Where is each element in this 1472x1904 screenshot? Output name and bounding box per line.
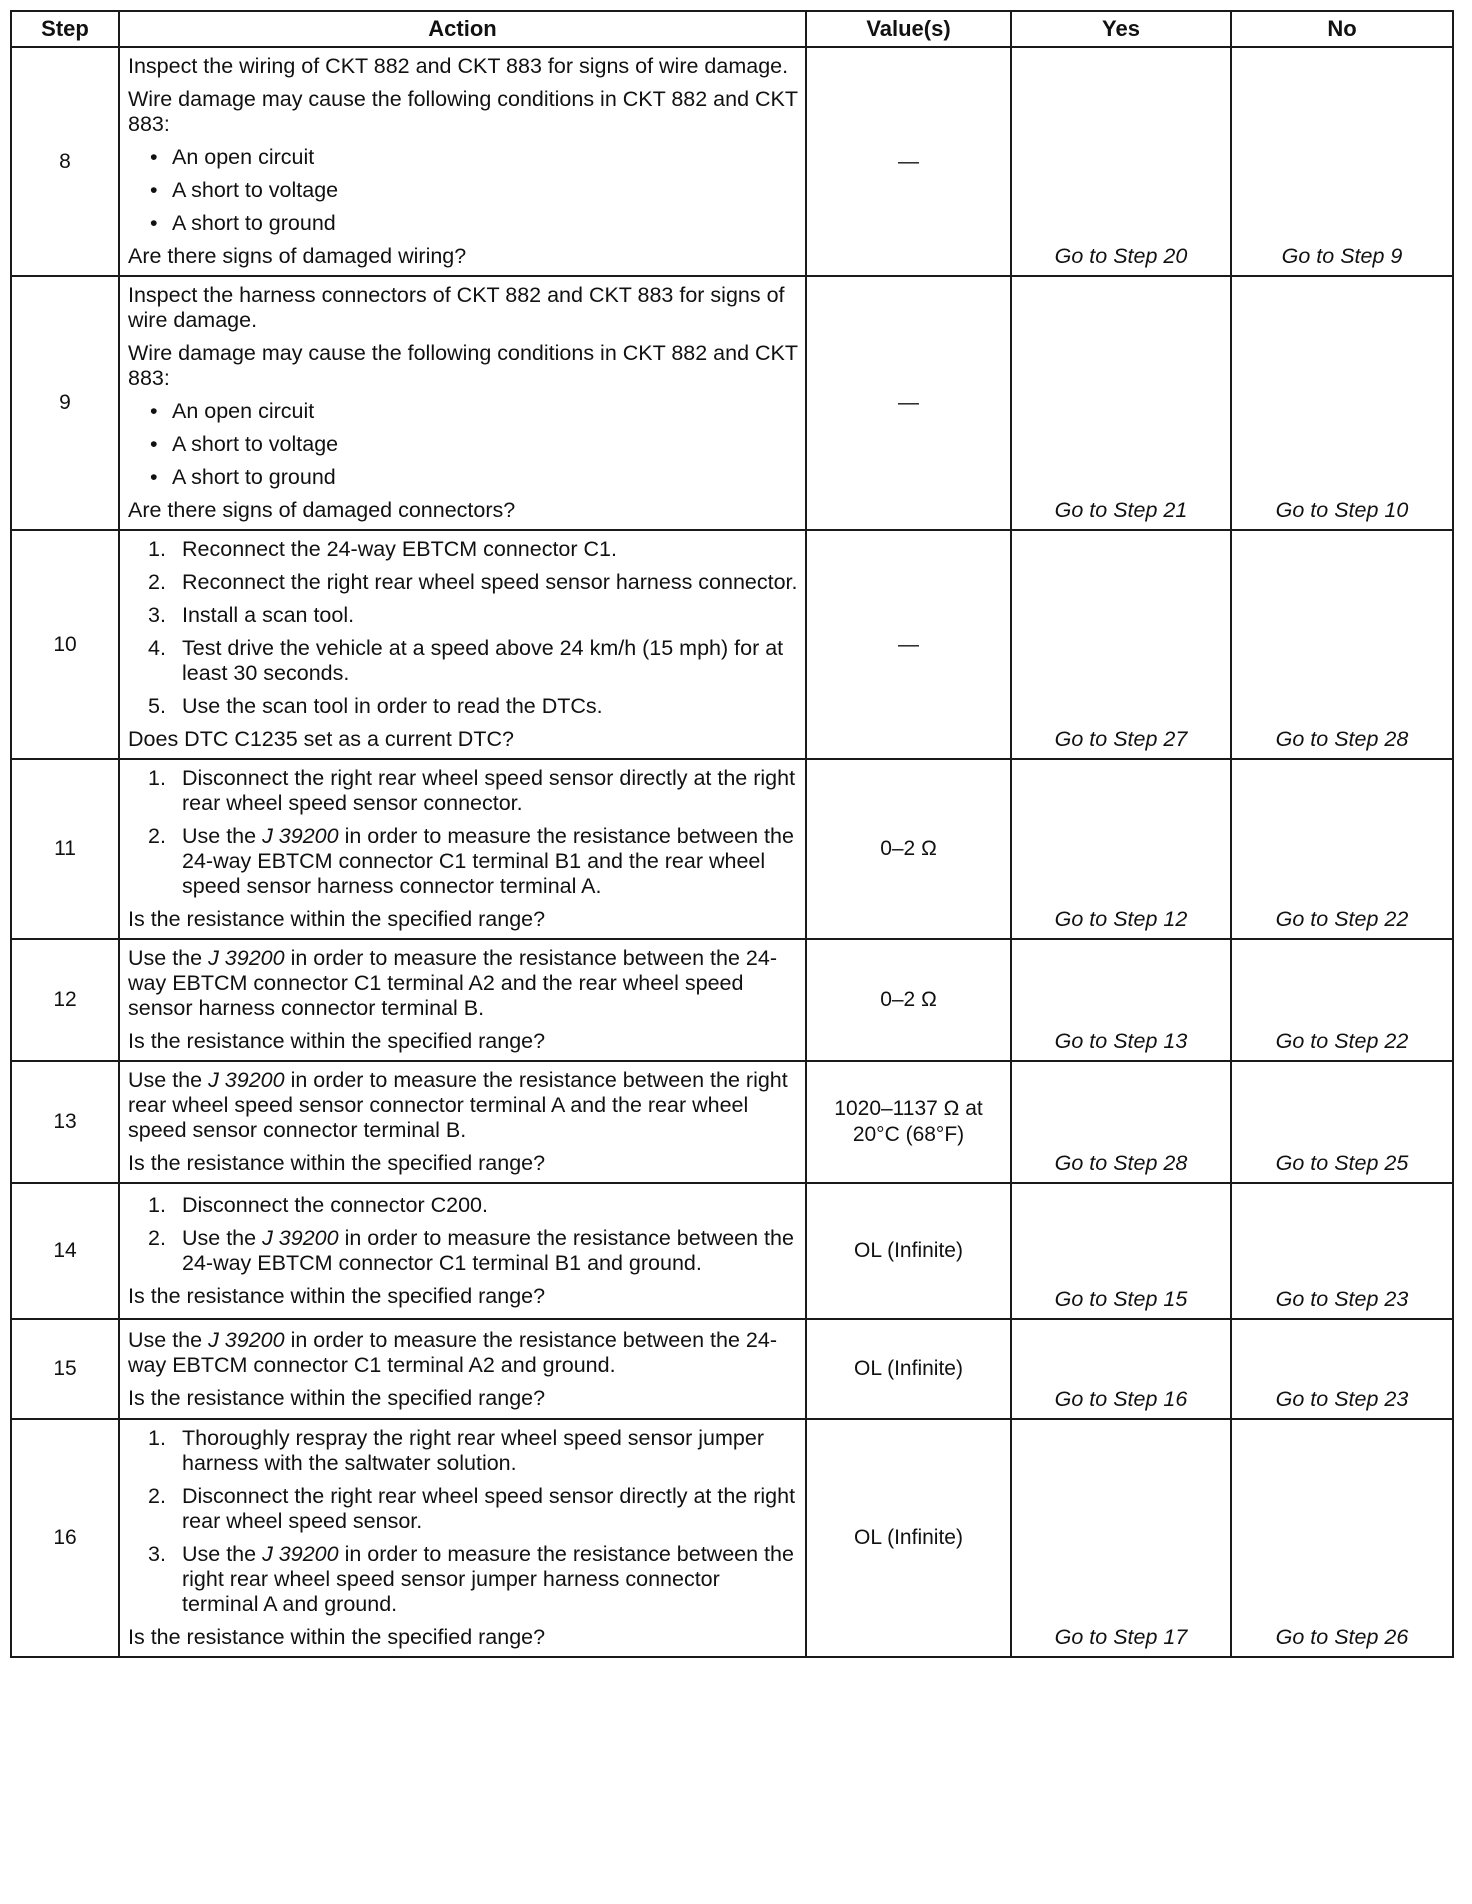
action-question: Are there signs of damaged wiring? <box>128 244 467 268</box>
procedure-step-number: 2. <box>148 570 166 594</box>
action-cell <box>119 276 806 530</box>
procedure-step-number: 5. <box>148 694 166 718</box>
procedure-step-text <box>182 766 799 816</box>
procedure-step-text <box>182 636 799 686</box>
procedure-list <box>128 766 799 899</box>
action-question: Are there signs of damaged connectors? <box>128 498 516 522</box>
tool-name: J 39200 <box>208 1327 285 1352</box>
procedure-step-number: 2. <box>148 1226 166 1250</box>
text-run: Use the <box>128 1068 209 1092</box>
no-result: Go to Step 28 <box>1231 530 1453 759</box>
procedure-step-text <box>182 537 799 562</box>
action-question: Does DTC C1235 set as a current DTC? <box>128 727 514 751</box>
text-run: in order to measure the resistance between the right rear wheel speed sensor connector terminal A and the rear wheel speed sensor connector terminal B. <box>128 1068 788 1142</box>
procedure-list <box>128 1426 799 1617</box>
text-run: Reconnect the 24-way EBTCM connector C1. <box>182 537 617 561</box>
table-row <box>11 1183 1453 1319</box>
header-action: Action <box>119 11 806 47</box>
action-question: Is the resistance within the specified range? <box>128 1385 546 1410</box>
condition-item: • A short to voltage <box>150 178 799 203</box>
table-row <box>11 759 1453 939</box>
value-cell: — <box>806 47 1011 276</box>
text-run: Use the <box>182 1226 263 1250</box>
text-run: Disconnect the connector C200. <box>182 1193 488 1217</box>
yes-result: Go to Step 16 <box>1011 1319 1231 1419</box>
procedure-step <box>148 1226 799 1276</box>
text-run: in order to measure the resistance between the right rear wheel speed sensor jumper harness connector terminal A and ground. <box>182 1542 794 1616</box>
action-cell <box>119 47 806 276</box>
procedure-step-text <box>182 1193 799 1218</box>
procedure-step <box>148 1542 799 1617</box>
no-result: Go to Step 9 <box>1231 47 1453 276</box>
action-paragraph: Wire damage may cause the following conditions in CKT 882 and CKT 883: <box>128 87 798 136</box>
action-paragraph <box>128 1068 799 1143</box>
action-paragraph: Inspect the harness connectors of CKT 882 and CKT 883 for signs of wire damage. <box>128 283 785 332</box>
action-paragraph <box>128 1328 799 1378</box>
action-cell <box>119 1319 806 1419</box>
procedure-step-text <box>182 1226 799 1276</box>
step-number: 9 <box>11 276 119 530</box>
value-cell: OL (Infinite) <box>806 1419 1011 1657</box>
tool-name: J 39200 <box>208 1068 285 1092</box>
procedure-step-number: 3. <box>148 603 166 627</box>
text-run: Use the <box>128 1327 209 1352</box>
header-step: Step <box>11 11 119 47</box>
procedure-list <box>128 537 799 719</box>
text-run: Reconnect the right rear wheel speed sensor harness connector. <box>182 570 798 594</box>
table-row <box>11 1319 1453 1419</box>
procedure-step <box>148 570 799 595</box>
value-cell: 1020–1137 Ω at 20°C (68°F) <box>806 1061 1011 1183</box>
diagnostic-table <box>10 10 1454 1658</box>
procedure-step <box>148 537 799 562</box>
action-cell <box>119 939 806 1061</box>
procedure-step-number: 1. <box>148 537 166 561</box>
tool-name: J 39200 <box>262 1542 339 1566</box>
header-no: No <box>1231 11 1453 47</box>
action-cell <box>119 530 806 759</box>
table-row <box>11 530 1453 759</box>
no-result: Go to Step 25 <box>1231 1061 1453 1183</box>
step-number: 8 <box>11 47 119 276</box>
step-number: 13 <box>11 1061 119 1183</box>
action-cell <box>119 759 806 939</box>
yes-result: Go to Step 13 <box>1011 939 1231 1061</box>
procedure-step-number: 1. <box>148 766 166 790</box>
action-cell <box>119 1061 806 1183</box>
action-paragraph: Wire damage may cause the following conditions in CKT 882 and CKT 883: <box>128 341 798 390</box>
condition-item: • A short to voltage <box>150 432 799 457</box>
text-run: Use the <box>128 946 209 970</box>
condition-item: • A short to ground <box>150 211 799 236</box>
table-row <box>11 939 1453 1061</box>
no-result: Go to Step 22 <box>1231 939 1453 1061</box>
value-cell: — <box>806 530 1011 759</box>
action-paragraph <box>128 946 799 1021</box>
table-row <box>11 47 1453 276</box>
procedure-step-text <box>182 1426 799 1476</box>
procedure-step-text <box>182 1542 799 1617</box>
text-run: Test drive the vehicle at a speed above 24 km/h (15 mph) for at least 30 seconds. <box>182 636 784 685</box>
text-run: Use the <box>182 1542 263 1566</box>
condition-item: • A short to ground <box>150 465 799 490</box>
procedure-step <box>148 766 799 816</box>
step-number: 16 <box>11 1419 119 1657</box>
table-row <box>11 1061 1453 1183</box>
procedure-step <box>148 1426 799 1476</box>
procedure-step-text <box>182 694 799 719</box>
table-row <box>11 1419 1453 1657</box>
text-run: in order to measure the resistance between the 24-way EBTCM connector C1 terminal A2 and the rear wheel speed sensor harness connector terminal B. <box>128 946 777 1020</box>
action-question: Is the resistance within the specified range? <box>128 1151 546 1175</box>
tool-name: J 39200 <box>262 824 339 848</box>
no-result: Go to Step 10 <box>1231 276 1453 530</box>
no-result: Go to Step 22 <box>1231 759 1453 939</box>
condition-list <box>128 145 799 236</box>
yes-result: Go to Step 27 <box>1011 530 1231 759</box>
text-run: in order to measure the resistance between the 24-way EBTCM connector C1 terminal A2 and ground. <box>128 1327 777 1377</box>
yes-result: Go to Step 28 <box>1011 1061 1231 1183</box>
yes-result: Go to Step 20 <box>1011 47 1231 276</box>
condition-item: • An open circuit <box>150 399 799 424</box>
step-number: 14 <box>11 1183 119 1319</box>
value-cell: OL (Infinite) <box>806 1183 1011 1319</box>
value-cell: 0–2 Ω <box>806 939 1011 1061</box>
procedure-step-number: 3. <box>148 1542 166 1566</box>
action-question: Is the resistance within the specified range? <box>128 1284 546 1308</box>
step-number: 11 <box>11 759 119 939</box>
value-cell: — <box>806 276 1011 530</box>
procedure-step-number: 2. <box>148 1484 166 1508</box>
tool-name: J 39200 <box>208 946 285 970</box>
procedure-step-text <box>182 1484 799 1534</box>
text-run: Install a scan tool. <box>182 603 355 627</box>
procedure-step-number: 4. <box>148 636 166 660</box>
text-run: Disconnect the right rear wheel speed sensor directly at the right rear wheel speed sensor connector. <box>182 766 796 815</box>
procedure-step <box>148 603 799 628</box>
no-result: Go to Step 26 <box>1231 1419 1453 1657</box>
yes-result: Go to Step 12 <box>1011 759 1231 939</box>
step-number: 15 <box>11 1319 119 1419</box>
no-result: Go to Step 23 <box>1231 1183 1453 1319</box>
no-result: Go to Step 23 <box>1231 1319 1453 1419</box>
table-row <box>11 276 1453 530</box>
text-run: Disconnect the right rear wheel speed sensor directly at the right rear wheel speed sensor. <box>182 1484 796 1533</box>
procedure-step <box>148 1193 799 1218</box>
action-question: Is the resistance within the specified range? <box>128 1029 546 1053</box>
header-row <box>11 11 1453 47</box>
procedure-step <box>148 694 799 719</box>
step-number: 10 <box>11 530 119 759</box>
procedure-step-number: 1. <box>148 1426 166 1450</box>
action-cell <box>119 1419 806 1657</box>
text-run: in order to measure the resistance between the 24-way EBTCM connector C1 terminal B1 and the rear wheel speed sensor harness connector terminal A. <box>182 824 794 898</box>
step-number: 12 <box>11 939 119 1061</box>
value-cell: OL (Infinite) <box>806 1319 1011 1419</box>
tool-name: J 39200 <box>262 1226 339 1250</box>
header-values: Value(s) <box>806 11 1011 47</box>
action-question: Is the resistance within the specified range? <box>128 1625 546 1649</box>
procedure-step-number: 1. <box>148 1193 166 1217</box>
value-cell: 0–2 Ω <box>806 759 1011 939</box>
action-paragraph: Inspect the wiring of CKT 882 and CKT 883 for signs of wire damage. <box>128 54 789 78</box>
text-run: Use the <box>182 824 263 848</box>
text-run: Use the scan tool in order to read the DTCs. <box>182 694 603 718</box>
procedure-list <box>128 1193 799 1276</box>
text-run: in order to measure the resistance between the 24-way EBTCM connector C1 terminal B1 and ground. <box>182 1226 794 1275</box>
procedure-step-number: 2. <box>148 824 166 848</box>
action-question: Is the resistance within the specified range? <box>128 907 546 931</box>
procedure-step <box>148 636 799 686</box>
procedure-step-text <box>182 824 799 899</box>
condition-item: • An open circuit <box>150 145 799 170</box>
header-yes: Yes <box>1011 11 1231 47</box>
yes-result: Go to Step 15 <box>1011 1183 1231 1319</box>
procedure-step <box>148 1484 799 1534</box>
text-run: Thoroughly respray the right rear wheel speed sensor jumper harness with the saltwater solution. <box>182 1426 764 1475</box>
procedure-step <box>148 824 799 899</box>
yes-result: Go to Step 21 <box>1011 276 1231 530</box>
procedure-step-text <box>182 603 799 628</box>
condition-list <box>128 399 799 490</box>
procedure-step-text <box>182 570 799 595</box>
action-cell <box>119 1183 806 1319</box>
yes-result: Go to Step 17 <box>1011 1419 1231 1657</box>
